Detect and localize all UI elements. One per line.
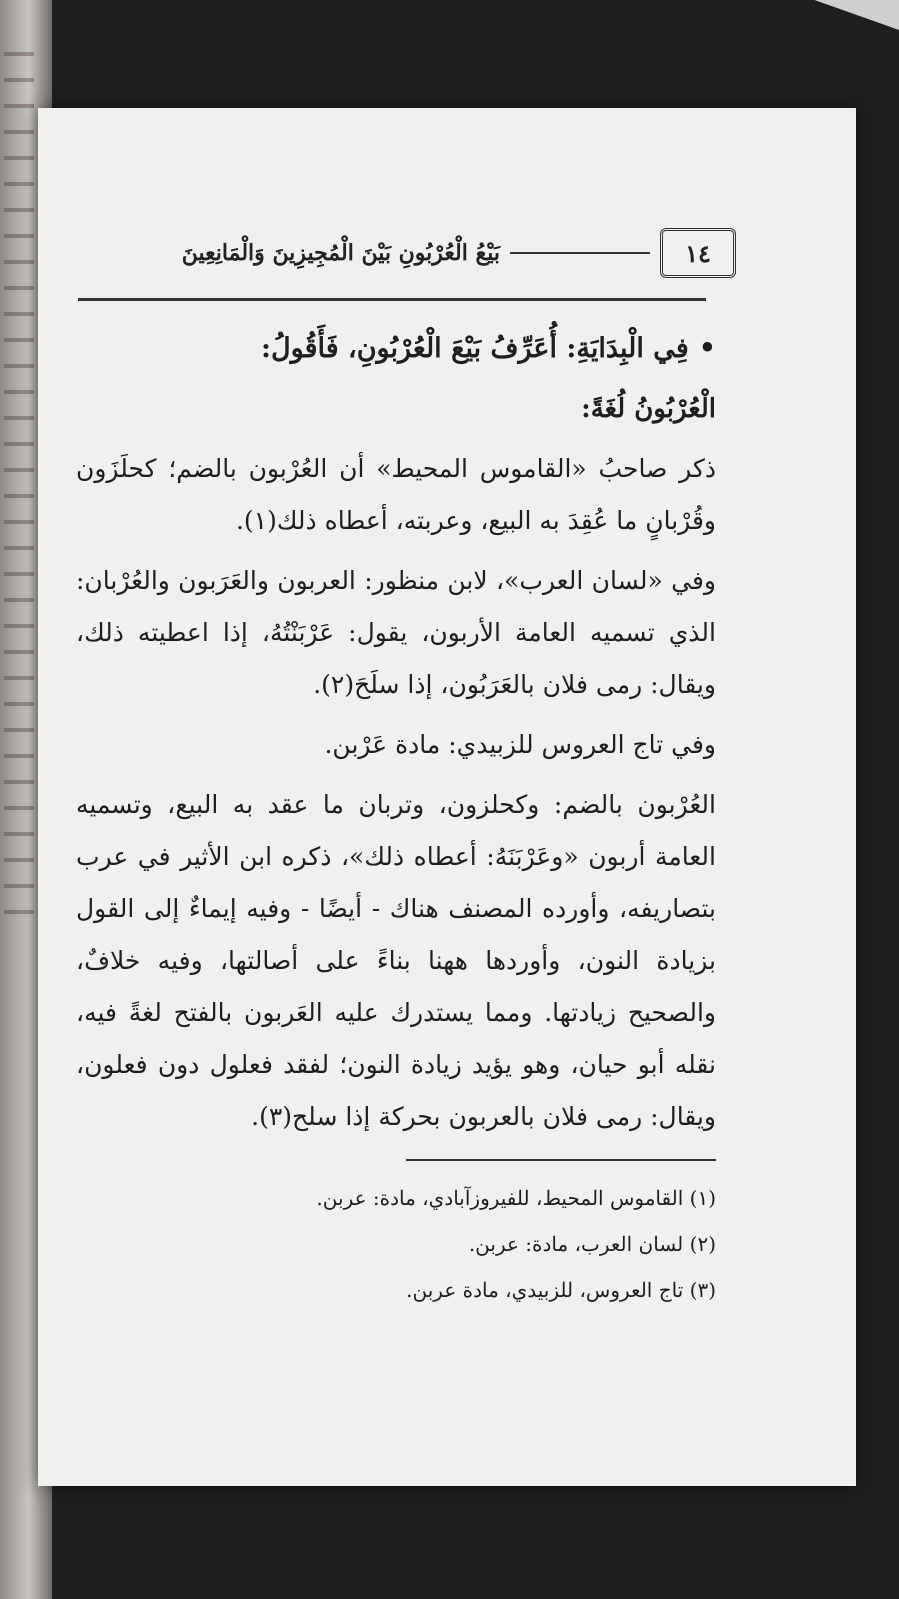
footnote-2: (٢) لسان العرب، مادة: عربن. bbox=[468, 1232, 716, 1256]
header-line bbox=[510, 252, 650, 254]
section-heading bbox=[76, 323, 716, 375]
running-title: بَيْعُ الْعُرْبُونِ بَيْنَ الْمُجِيزِينَ وَالْمَانِعِينَ bbox=[181, 240, 500, 266]
page-number: ١٤ bbox=[660, 228, 736, 278]
footnote-3: (٣) تاج العروس، للزبيدي، مادة عربن. bbox=[406, 1278, 716, 1302]
footnotes bbox=[76, 1175, 716, 1313]
section-heading-text: فِي الْبِدَايَةِ: أُعَرِّفُ بَيْعَ الْعُرْبُونِ، فَأَقُولُ: bbox=[261, 333, 689, 364]
background-paper-corner bbox=[769, 0, 899, 50]
page-content bbox=[76, 323, 716, 1313]
footnote-rule bbox=[406, 1159, 716, 1161]
paragraph-qamus: ذكر صاحبُ «القاموس المحيط» أن العُرْبون بالضم؛ كحلَزَون وقُرْبانٍ ما عُقِدَ به البيع، وعربته، أعطاه ذلك(١). bbox=[76, 454, 716, 535]
adjacent-page-text bbox=[4, 30, 34, 930]
page-header bbox=[78, 220, 736, 286]
subheading: الْعُرْبُونُ لُغَةً: bbox=[581, 394, 716, 424]
bullet-icon: • bbox=[698, 333, 716, 364]
book-page bbox=[38, 108, 856, 1486]
footnote-1: (١) القاموس المحيط، للفيروزآبادي، مادة: عربن. bbox=[316, 1186, 716, 1210]
paragraph-lisan: وفي «لسان العرب»، لابن منظور: العربون والعَرَبون والعُرْبان: الذي تسميه العامة الأربون، يقول: عَرْبَنْتُهُ، إذا اعطيته ذلك، ويقال: رمى فلان بالعَرَبُون، إذا سلَحَ(٢). bbox=[76, 566, 716, 699]
paragraph-taj-body: العُرْبون بالضم: وكحلزون، وتربان ما عقد به البيع، وتسميه العامة أربون «وعَرْبَنَهُ: أعطاه ذلك»، ذكره ابن الأثير في عرب بتصاريفه، وأورده المصنف هناك - أيضًا - وفيه إيماءٌ إلى القول بزيادة النون، وأوردها ههنا بناءً على أصالتها، وفيه خلافٌ، والصحيح زيادتها. ومما يستدرك عليه العَربون بالفتح لغةً فيه، نقله أبو حيان، وهو يؤيد زيادة النون؛ لفقد فعلول دون فعلون، ويقال: رمى فلان بالعربون بحركة إذا سلح(٣). bbox=[76, 790, 716, 1131]
header-rule bbox=[78, 298, 706, 301]
paragraph-taj-intro: وفي تاج العروس للزبيدي: مادة عَرْبن. bbox=[324, 730, 716, 759]
